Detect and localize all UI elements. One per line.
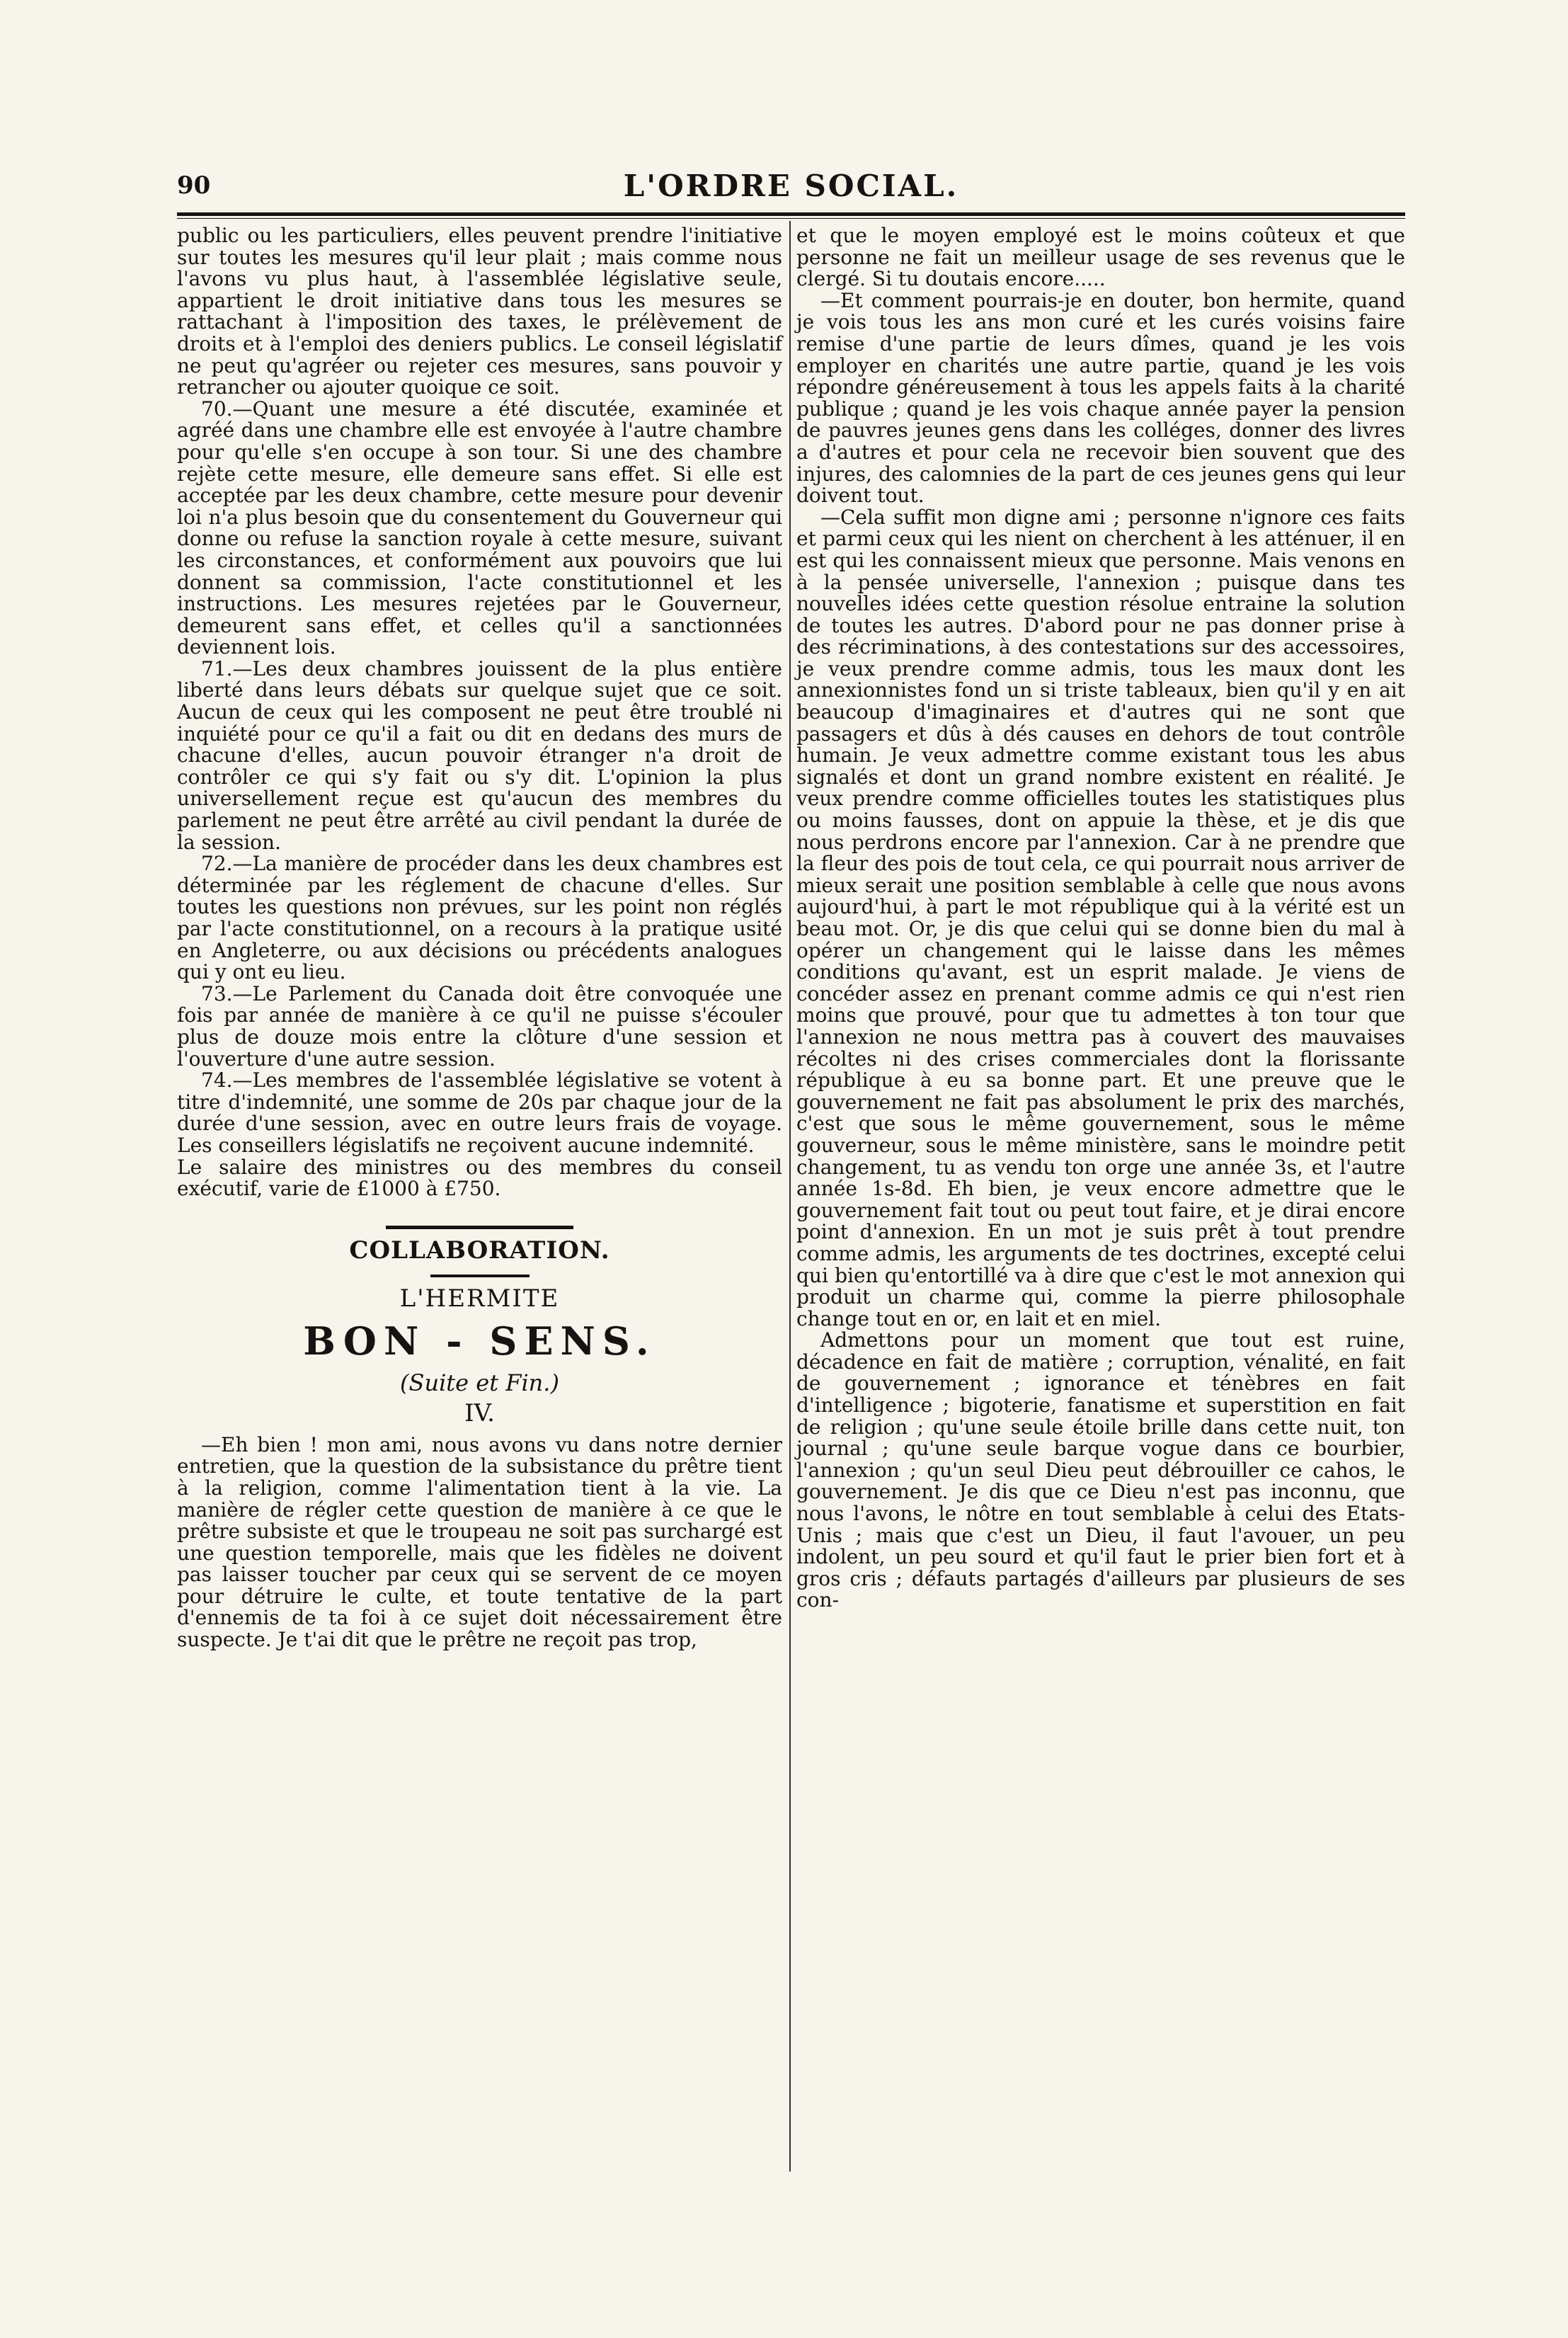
collaboration-section-heading <box>177 1226 782 1429</box>
header-rule-thin <box>177 218 1405 219</box>
section-part-number: IV. <box>464 1398 495 1427</box>
paragraph-dialogue: Admettons pour un moment que tout est ruine, décadence en fait de matière ; corruption, vénalité, en fait de gouvernement ; ignorance et ténèbres en fait d'intelligence ; bigoterie, fanatisme et superstition en fait de religion ; qu'une seule étoile brille dans cette nuit, ton journal ; qu'une seule barque vogue dans ce bourbier, l'annexion ; qu'un seul Dieu peut débrouiller ce cahos, le gouvernement. Je dis que ce Dieu n'est pas inconnu, que nous l'avons, le nôtre en tout semblable à celui des Etats-Unis ; mais que c'est un Dieu, il faut l'avouer, un peu indolent, un peu sourd et qu'il faut le prier bien fort et à gros cris ; défauts partagés d'ailleurs par plusieurs de ses con- <box>796 1328 1405 1612</box>
section-rule <box>386 1226 573 1229</box>
header-rule <box>177 212 1405 216</box>
left-column <box>177 225 782 1651</box>
paragraph-article-72: 72.—La manière de procéder dans les deux chambres est déterminée par les réglement de chacune d'elles. Sur toutes les questions non prévues, sur les point non réglés par l'acte constitutionnel, on a recours à la pratique usité en Angleterre, ou aux décisions ou précédents analogues qui y ont eu lieu. <box>177 852 782 984</box>
paragraph-dialogue: —Et comment pourrais-je en douter, bon hermite, quand je vois tous les ans mon curé et les curés voisins faire remise d'une partie de leurs dîmes, quand je les vois employer en charités une autre partie, quand je les vois répondre généreusement à tous les appels faits à la charité publique ; quand je les vois chaque année payer la pension de pauvres jeunes gens dans les colléges, donner des livres a d'autres et pour cela ne recevoir bien souvent que des injures, des calomnies de la part de ces jeunes gens qui leur doivent tout. <box>796 288 1405 508</box>
right-column <box>796 225 1405 1612</box>
section-title: COLLABORATION. <box>349 1236 610 1265</box>
paragraph-dialogue: —Cela suffit mon digne ami ; personne n'ignore ces faits et parmi ceux qui les nient on cherchent à les atténuer, il en est qui les connaissent mieux que personne. Mais venons en à la pensée universelle, l'annexion ; puisque dans tes nouvelles idées cette question résolue entraine la solution de toutes les autres. D'abord pour ne pas donner prise à des récriminations, à des contestations sur des accessoires, je veux prendre comme admis, tous les maux dont les annexionnistes fond un si triste tableaux, bien qu'il y en ait beaucoup d'imaginaires et d'autres qui ne sont que passagers et dûs à dés causes en dehors de tout contrôle humain. Je veux admettre comme existant tous les abus signalés et dont un grand nombre existent en réalité. Je veux prendre comme officielles toutes les statistiques plus ou moins fausses, dont on appuie la thèse, et je dis que nous perdrons encore par l'annexion. Car à ne prendre que la fleur des pois de tout cela, ce qui pourrait nous arriver de mieux serait une position semblable à celle que nous avons aujourd'hui, à part le mot république qui à la vérité est un beau mot. Or, je dis que celui qui se donne bien du mal à opérer un changement qui le laisse dans les mêmes conditions qu'avant, est un esprit malade. Je viens de concéder assez en prenant comme admis ce qui n'est rien moins que prouvé, pour que tu admettes à ton tour que l'annexion ne nous mettra pas à couvert des mauvaises récoltes ni des crises commerciales dont la florissante république à eu sa bonne part. Et une preuve que le gouvernement ne fait pas absolument le prix des marchés, c'est que sous le même gouvernement, sous le même gouverneur, sous le même ministère, sans le moindre petit changement, tu as vendu ton orge une année 3s, et l'autre année 1s-8d. Eh bien, je veux encore admettre que le gouvernement fait tout ou peut tout faire, et je dirai encore point d'annexion. En un mot je suis prêt à tout prendre comme admis, les arguments de tes doctrines, excepté celui qui bien qu'entortillé va à dire que c'est le mot annexion qui produit un charme qui, comme la pierre philosophale change tout en or, en lait et en miel. <box>796 505 1405 1330</box>
paragraph-article-73: 73.—Le Parlement du Canada doit être convoquée une fois par année de manière à ce qu'il ne puisse s'écouler plus de douze mois entre la clôture d'une session et l'ouverture d'une autre session. <box>177 981 782 1071</box>
paragraph-article-71: 71.—Les deux chambres jouissent de la plus entière liberté dans leurs débats sur quelque sujet que ce soit. Aucun de ceux qui les composent ne peut être troublé ni inquiété pour ce qu'il a fait ou dit en dedans des murs de chacune d'elles, aucun pouvoir étranger n'a droit de contrôler ce qui s'y fait ou s'y dit. L'opinion la plus universellement reçue est qu'aucun des membres du parlement ne peut être arrêté au civil pendant la durée de la session. <box>177 656 782 854</box>
section-suite-label: (Suite et Fin.) <box>400 1369 559 1396</box>
paragraph-article-74: 74.—Les membres de l'assemblée législative se votent à titre d'indemnité, une somme de 20s par chaque jour de la durée d'une session, avec en outre leurs frais de voyage. Les conseillers législatifs ne reçoivent aucune indemnité. <box>177 1068 782 1157</box>
paragraph-article-70: 70.—Quant une mesure a été discutée, examinée et agréé dans une chambre elle est envoyée à l'autre chambre pour qu'elle s'en occupe à son tour. Si une des chambre rejète cette mesure, elle demeure sans effet. Si elle est acceptée par les deux chambre, cette mesure pour devenir loi n'a plus besoin que du consentement du Gouverneur qui donne ou refuse la sanction royale à cette mesure, suivant les circonstances, et conformément aux pouvoirs que lui donnent sa commission, l'acte constitutionnel et les instructions. Les mesures rejetées par le Gouverneur, demeurent sans effet, et celles qu'il a sanctionnées deviennent lois. <box>177 397 782 659</box>
journal-title: L'ORDRE SOCIAL. <box>623 169 959 203</box>
paragraph-continued: public ou les particuliers, elles peuvent prendre l'initiative sur toutes les mesures qu'il leur plait ; mais comme nous l'avons vu plus haut, à l'assemblée législative seule, appartient le droit initiative dans tous les mesures se rattachant à l'imposition des taxes, le prélèvement de droits et à l'emploi des deniers publics. Le conseil législatif ne peut qu'agréer ou rejeter ces mesures, sans pouvoir y retrancher ou ajouter quoique ce soit. <box>177 224 782 399</box>
page-header <box>177 169 1405 211</box>
page-number: 90 <box>177 171 211 200</box>
paragraph-salaire: Le salaire des ministres ou des membres du conseil exécutif, varie de £1000 à £750. <box>177 1155 782 1201</box>
column-divider <box>789 221 791 2172</box>
section-subtitle: L'HERMITE <box>399 1284 560 1313</box>
paragraph-dialogue-start: —Eh bien ! mon ami, nous avons vu dans notre dernier entretien, que la question de la subsistance du prêtre tient à la religion, comme l'alimentation tient à la vie. La manière de régler cette question de manière à ce que le prêtre subsiste et que le troupeau ne soit pas surchargé est une question temporelle, mais que les fidèles ne doivent pas laisser toucher par ceux qui se servent de ce moyen pour détruire le culte, et toute tentative de la part d'ennemis de ta foi à ce sujet doit nécessairement être suspecte. Je t'ai dit que le prêtre ne reçoit pas trop, <box>177 1432 782 1652</box>
section-mini-rule <box>430 1275 530 1277</box>
section-ornate-title: BON - SENS. <box>303 1318 656 1364</box>
paragraph-continued: et que le moyen employé est le moins coûteux et que personne ne fait un meilleur usage de ses revenus que le clergé. Si tu doutais encore..... <box>796 224 1405 291</box>
